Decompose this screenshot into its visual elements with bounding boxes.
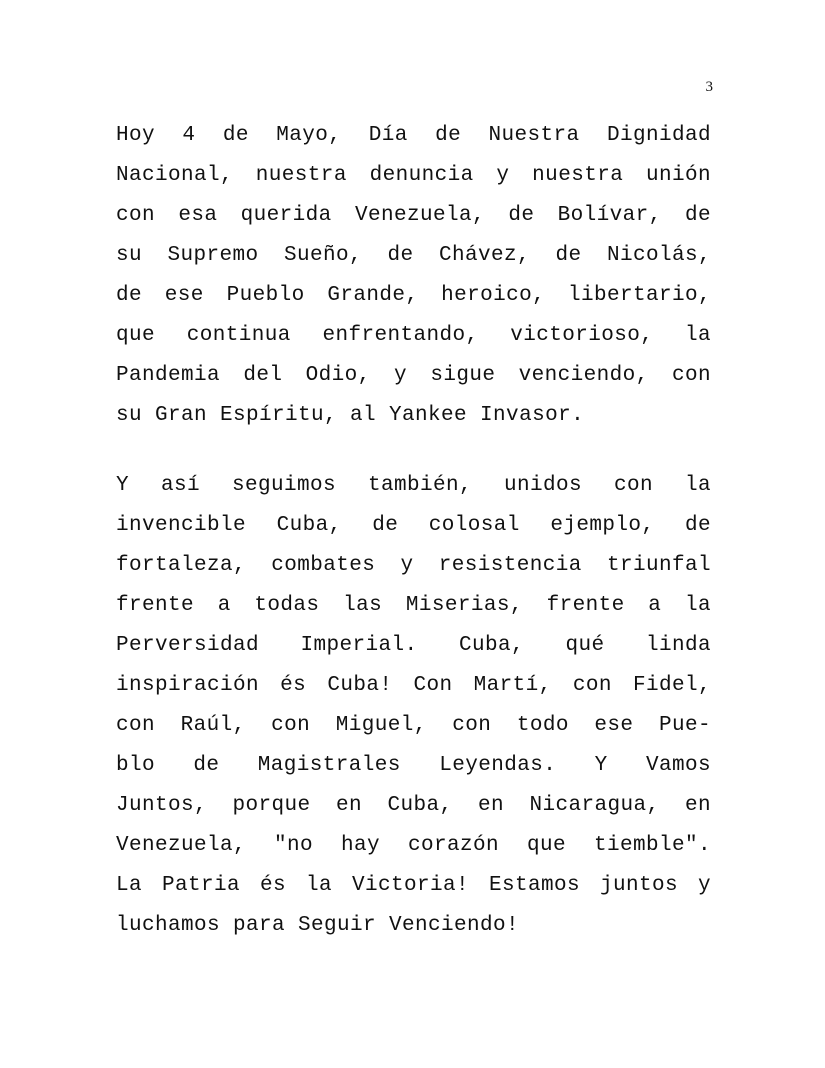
- page-number: 3: [705, 79, 713, 95]
- text-line: Hoy 4 de Mayo, Día de Nuestra Dignidad: [116, 124, 711, 147]
- text-line: Venezuela, "no hay corazón que tiemble".: [116, 834, 711, 857]
- text-line: su Gran Espíritu, al Yankee Invasor.: [116, 404, 585, 427]
- text-line: La Patria és la Victoria! Estamos juntos y: [116, 874, 711, 897]
- text-line: frente a todas las Miserias, frente a la: [116, 594, 711, 617]
- text-line: su Supremo Sueño, de Chávez, de Nicolás,: [116, 244, 711, 267]
- text-line: Y así seguimos también, unidos con la: [116, 474, 711, 497]
- text-line: Juntos, porque en Cuba, en Nicaragua, en: [116, 794, 711, 817]
- paragraph-2: [116, 466, 711, 946]
- text-line: inspiración és Cuba! Con Martí, con Fidel,: [116, 674, 711, 697]
- text-line: Pandemia del Odio, y sigue venciendo, con: [116, 364, 711, 387]
- text-line: que continua enfrentando, victorioso, la: [116, 324, 711, 347]
- text-line: luchamos para Seguir Venciendo!: [116, 914, 520, 937]
- text-line: de ese Pueblo Grande, heroico, libertario,: [116, 284, 711, 307]
- text-line: invencible Cuba, de colosal ejemplo, de: [116, 514, 711, 537]
- text-line: con esa querida Venezuela, de Bolívar, de: [116, 204, 711, 227]
- text-line: Perversidad Imperial. Cuba, qué linda: [116, 634, 711, 657]
- text-line: con Raúl, con Miguel, con todo ese Pue-: [116, 714, 711, 737]
- paragraph-1: [116, 116, 711, 436]
- text-line: Nacional, nuestra denuncia y nuestra unión: [116, 164, 711, 187]
- text-line: fortaleza, combates y resistencia triunfal: [116, 554, 711, 577]
- text-line: blo de Magistrales Leyendas. Y Vamos: [116, 754, 711, 777]
